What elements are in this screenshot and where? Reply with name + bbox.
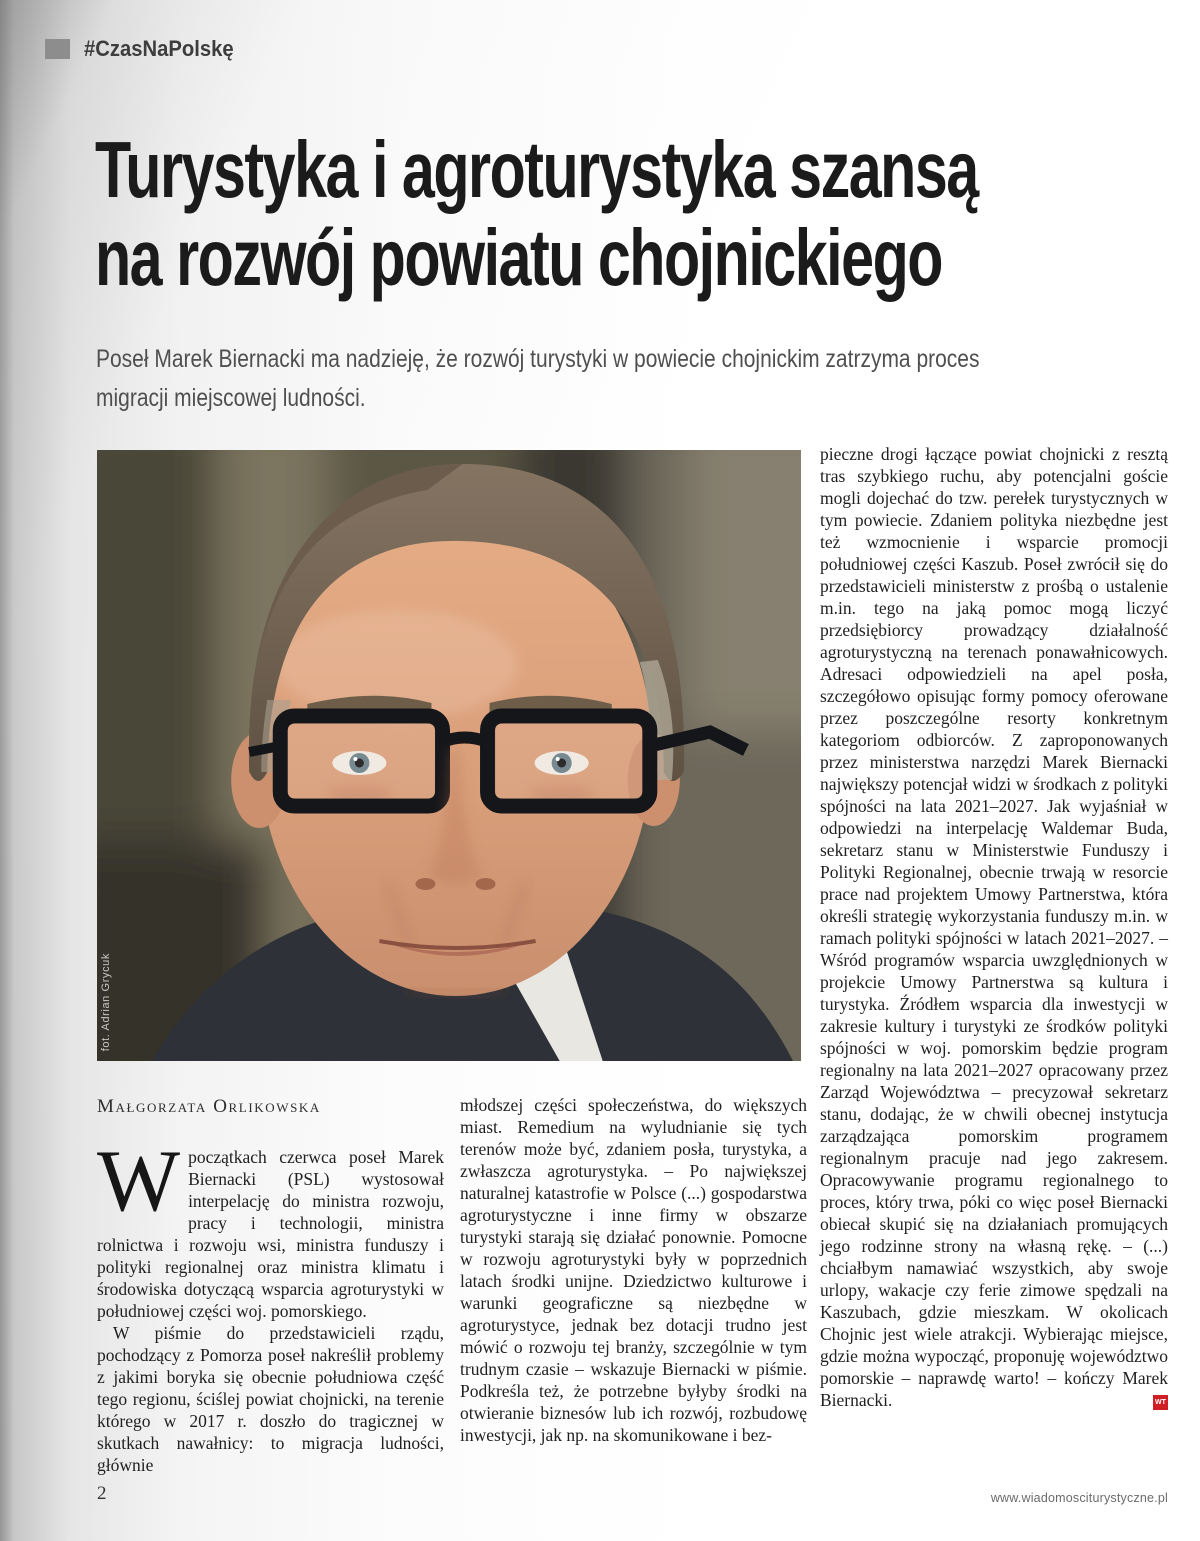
paragraph-dropcap [97,1133,444,1322]
paragraph-1-text: początkach czerwca poseł Marek Biernacki (PSL) wystosował interpelację do ministra rozwoju, pracy i technologii, ministra rolnictwa i rozwoju wsi, ministra funduszy i polityki regionalnej oraz ministra klimatu i środowiska dotyczącą wsparcia agroturystyki w południowej części woj. pomorskiego. [97,1147,444,1321]
headline-line-2: na rozwój powiatu chojnickiego [95,213,942,302]
author-byline: Małgorzata Orlikowska [97,1096,321,1117]
paragraph-2-text: W piśmie do przedstawicieli rządu, pochodzący z Pomorza poseł nakreślił problemy z jakimi boryka się obecnie południowa część tego regionu, ściślej powiat chojnicki, na terenie którego w 2017 r. doszło do tragicznej w skutkach nawałnicy: to migracja ludności, głównie [97,1323,444,1475]
page-number: 2 [97,1483,107,1504]
footer-website-link[interactable]: www.wiadomosciturystyczne.pl [990,1491,1168,1505]
body-column-2 [460,1094,807,1446]
tag-square-icon [45,39,70,59]
portrait-photo [97,450,801,1061]
body-column-3 [820,443,1168,1411]
paragraph-3-text: młodszej części społeczeństwa, do większych miast. Remedium na wyludnianie się tych terenów może być, zdaniem posła, turystyka, a zwłaszcza agroturystyka. – Po największej naturalnej katastrofie w Polsce (...) gospodarstwa agroturystyczne i inne firmy w obszarze turystyki starają się działać ponownie. Pomocne w rozwoju agroturystyki były w poprzednich latach środki unijne. Dziedzictwo kulturowe i warunki geograficzne są niezbędne w agroturystyce, jednak bez dotacji trudno jest mówić o rozwoju tej branży, szczególnie w tym trudnym czasie – wskazuje Biernacki w piśmie. Podkreśla też, że potrzebne byłyby środki na otwieranie biznesów lub ich rozwój, rozbudowę inwestycji, jak np. na skomunikowane i bez- [460,1095,807,1445]
lede-line-1: Poseł Marek Biernacki ma nadzieję, że rozwój turystyki w powiecie chojnickim zatrzyma proces [96,345,980,373]
paragraph-4-text: pieczne drogi łączące powiat chojnicki z resztą tras szybkiego ruchu, aby potencjalni goście mogli dojechać do tzw. perełek turystycznych w tym powiecie. Zdaniem polityka niezbędne jest też wzmocnienie i wsparcie promocji południowej części Kaszub. Poseł zwrócił się do przedstawicieli ministerstw z prośbą o ustalenie m.in. tego na jaką pomoc mogą liczyć przedsiębiorcy prowadzący działalność agroturystyczną na terenach ponawałnicowych. Adresaci odpowiedzieli na apel posła, szczegółowo opisując formy pomocy oferowane przez poszczególne resorty konkretnym kategoriom odbiorców. Z zaproponowanych przez ministerstwa narzędzi Marek Biernacki największy potencjał widzi w środkach z polityki spójności na lata 2021–2027. Jak wyjaśniał w odpowiedzi na interpelację Waldemar Buda, sekretarz stanu w Ministerstwie Funduszy i Polityki Regionalnej, obecnie trwają w resorcie prace nad projektem Umowy Partnerstwa, która określi strategię wykorzystania funduszy m.in. w ramach polityki spójności w latach 2021–2027. – Wśród programów wsparcia uwzględnionych w projekcie Umowy Partnerstwa są kultura i turystyka. Źródłem wsparcia dla inwestycji w zakresie kultury i turystyki ze środków polityki spójności w woj. pomorskim będzie program regionalny na lata 2021–2027 opracowany przez Zarząd Województwa – precyzował sekretarz stanu, dodając, że w chwili obecnej instytucja zarządzająca pomorskim programem regionalnym pracuje nad jego zakresem. Opracowywanie programu regionalnego to proces, który trwa, póki co więc poseł Biernacki obiecał skupić się na działaniach promujących jego rodzinne strony na własną rękę. – (...) chciałbym namawiać wszystkich, aby swoje urlopy, wakacje czy ferie zimowe spędzali na Kaszubach, gdzie mieszkam. W okolicach Chojnic jest wiele atrakcji. Wybierając miejsce, gdzie można wypocząć, proponuję województwo pomorskie – naprawdę warto! – kończy Marek Biernacki. [820,444,1168,1410]
tag-label: #CzasNaPolskę [84,36,234,61]
lede-line-2: migracji miejscowej ludności. [96,384,366,412]
end-of-article-badge: WT [1153,1395,1168,1410]
portrait-illustration [97,450,801,1061]
article-lede [96,340,979,418]
section-tagline [45,36,247,62]
photo-credit: fot. Adrian Grycuk [100,952,112,1051]
body-column-1 [97,1133,444,1476]
dropcap-letter: W [97,1133,181,1230]
article-headline [95,126,978,302]
headline-line-1: Turystyka i agroturystyka szansą [95,125,978,214]
